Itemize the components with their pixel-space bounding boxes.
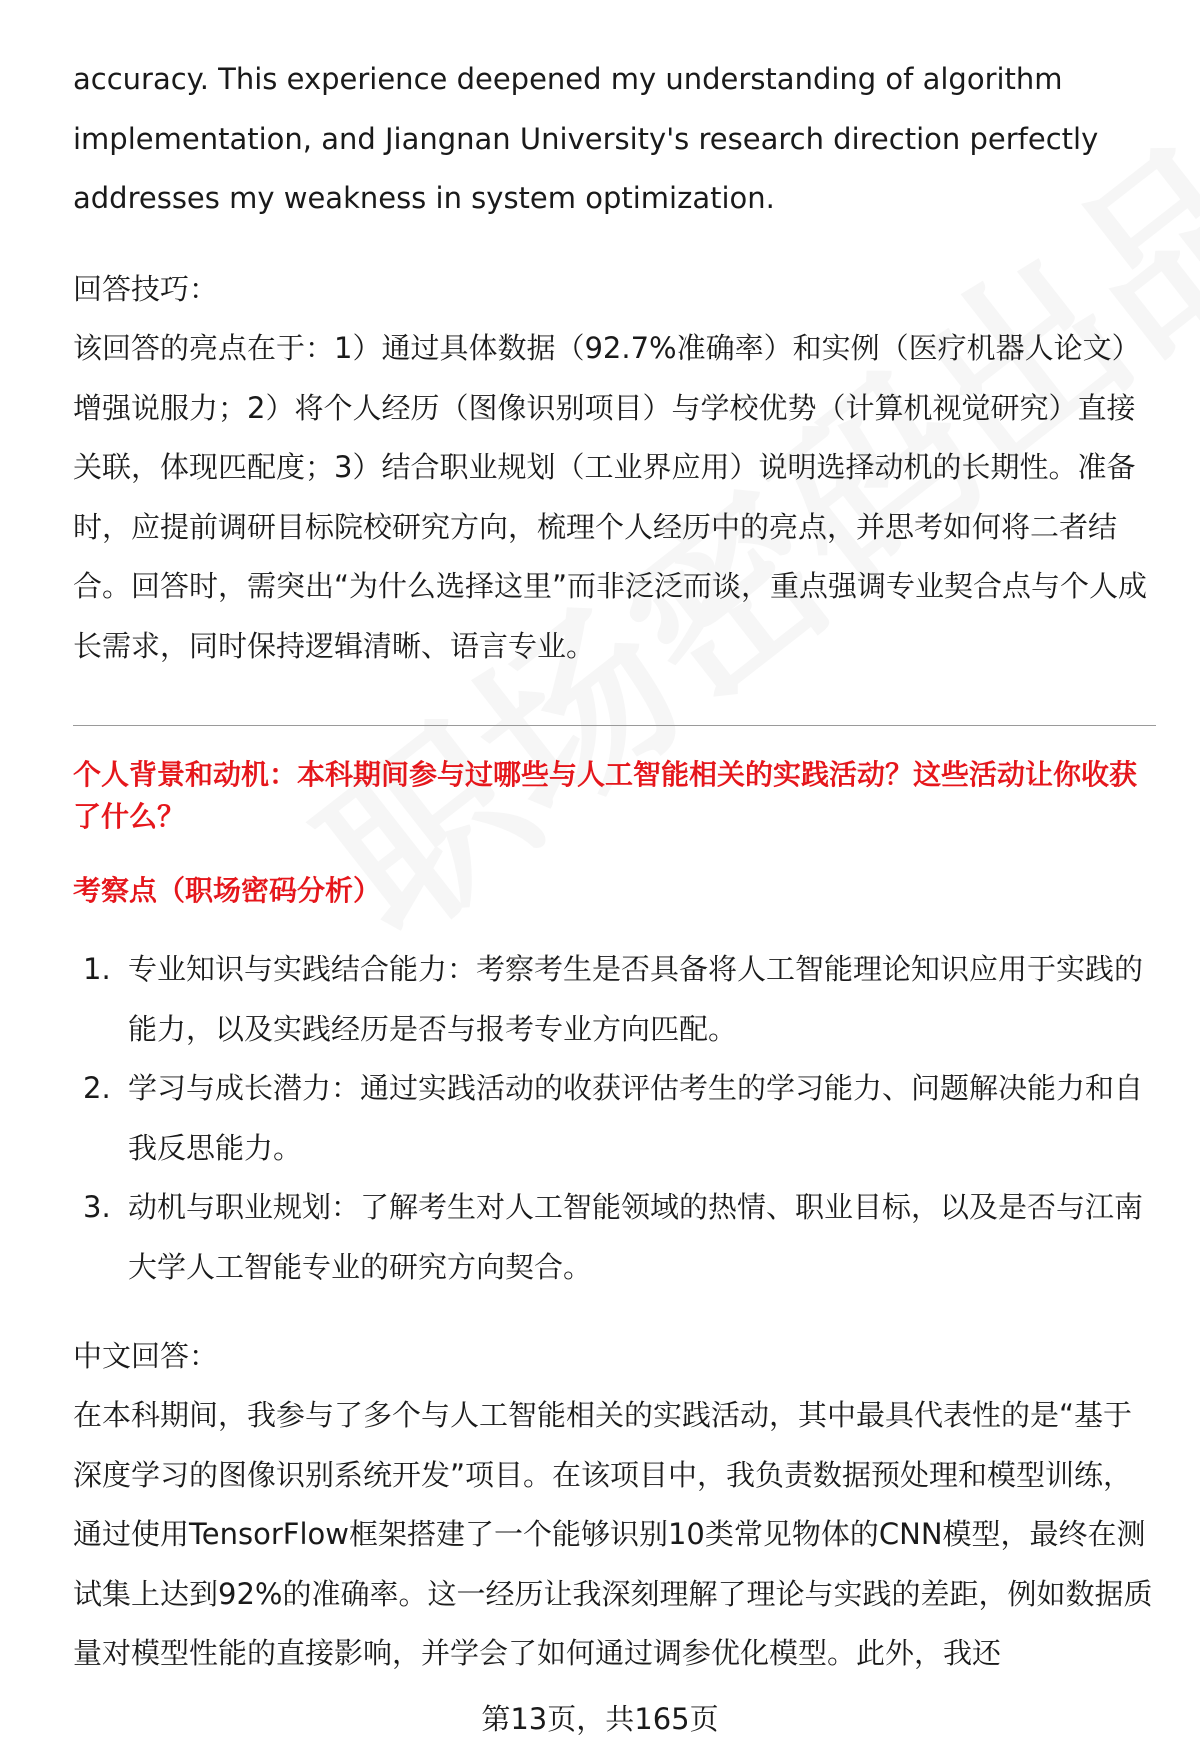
examine-heading: 考察点（职场密码分析） — [73, 874, 382, 907]
list-number: 3. — [83, 1190, 111, 1224]
english-answer-paragraph: accuracy. This experience deepened my understanding of algorithm implementation, and Jiangnan University's research direction perfectly addresses my weakness in system optimization. — [73, 62, 1099, 215]
list-number: 1. — [83, 952, 111, 986]
list-number: 2. — [83, 1071, 111, 1105]
examine-point-item — [73, 1059, 1158, 1178]
cn-answer-label: 中文回答： — [73, 1339, 219, 1373]
question-heading: 个人背景和动机：本科期间参与过哪些与人工智能相关的实践活动？这些活动让你收获了什么？ — [73, 758, 1138, 833]
cn-answer-paragraph: 在本科期间，我参与了多个与人工智能相关的实践活动，其中最具代表性的是“基于深度学习的图像识别系统开发”项目。在该项目中，我负责数据预处理和模型训练，通过使用TensorFlow框架搭建了一个能够识别10类常见物体的CNN模型，最终在测试集上达到92%的准确率。这一经历让我深刻理解了理论与实践的差距，例如数据质量对模型性能的直接影响，并学会了如何通过调参优化模型。此外，我还 — [73, 1398, 1153, 1670]
tips-label: 回答技巧： — [73, 272, 219, 306]
examine-point-text: 专业知识与实践结合能力：考察考生是否具备将人工智能理论知识应用于实践的能力，以及实践经历是否与报考专业方向匹配。 — [128, 952, 1144, 1046]
tips-paragraph: 该回答的亮点在于：1）通过具体数据（92.7%准确率）和实例（医疗机器人论文）增强说服力；2）将个人经历（图像识别项目）与学校优势（计算机视觉研究）直接关联，体现匹配度；3）结合职业规划（工业界应用）说明选择动机的长期性。准备时，应提前调研目标院校研究方向，梳理个人经历中的亮点，并思考如何将二者结合。回答时，需突出“为什么选择这里”而非泛泛而谈，重点强调专业契合点与个人成长需求，同时保持逻辑清晰、语言专业。 — [73, 331, 1148, 663]
examine-point-item — [73, 940, 1158, 1059]
examine-point-item — [73, 1178, 1158, 1297]
page-footer: 第13页，共165页 — [481, 1702, 719, 1736]
examine-point-text: 动机与职业规划：了解考生对人工智能领域的热情、职业目标，以及是否与江南大学人工智能专业的研究方向契合。 — [128, 1190, 1144, 1284]
examine-point-text: 学习与成长潜力：通过实践活动的收获评估考生的学习能力、问题解决能力和自我反思能力。 — [128, 1071, 1144, 1165]
section-divider — [73, 725, 1156, 726]
examine-points-list — [73, 940, 1158, 1297]
